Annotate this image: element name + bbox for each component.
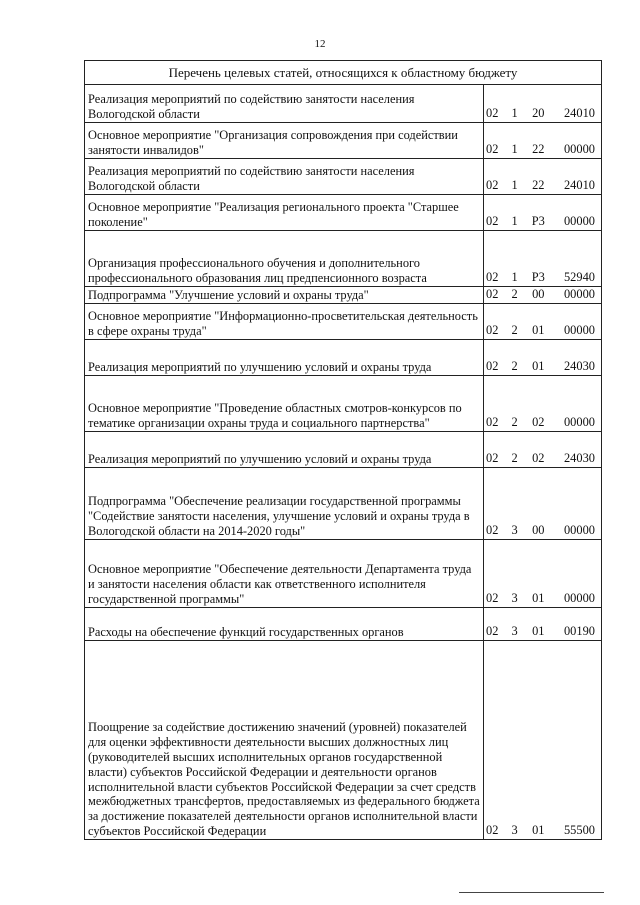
target-article-code (486, 178, 595, 193)
target-articles-table (84, 60, 602, 840)
table-row (85, 432, 602, 468)
table-row (85, 85, 602, 123)
code-part-c1: 02 (486, 523, 499, 538)
code-part-c3: 01 (532, 624, 545, 639)
row-description: Реализация мероприятий по улучшению условий и охраны труда (85, 340, 484, 376)
code-part-c4: 24010 (563, 106, 595, 121)
code-part-c3: 22 (532, 142, 545, 157)
target-article-code (486, 591, 595, 606)
target-article-code (486, 523, 595, 538)
table-row (85, 287, 602, 304)
table-row (85, 231, 602, 287)
row-code-cell (484, 340, 602, 376)
table-row (85, 159, 602, 195)
code-part-c1: 02 (486, 624, 499, 639)
code-part-c3: 01 (532, 591, 545, 606)
row-description: Реализация мероприятий по содействию занятости населения Вологодской области (85, 85, 484, 123)
row-code-cell (484, 123, 602, 159)
code-part-c1: 02 (486, 323, 499, 338)
row-code-cell (484, 231, 602, 287)
table-row (85, 195, 602, 231)
page-number: 12 (314, 38, 326, 50)
code-part-c2: 2 (511, 323, 518, 338)
code-part-c1: 02 (486, 214, 499, 229)
target-article-code (486, 415, 595, 430)
code-part-c4: 24030 (563, 359, 595, 374)
row-description: Основное мероприятие "Реализация регионального проекта "Старшее поколение" (85, 195, 484, 231)
table-body (85, 85, 602, 840)
code-part-c4: 52940 (563, 270, 595, 285)
code-part-c2: 3 (511, 624, 518, 639)
code-part-c3: 22 (532, 178, 545, 193)
code-part-c2: 1 (511, 178, 518, 193)
target-article-code (486, 323, 595, 338)
code-part-c1: 02 (486, 415, 499, 430)
code-part-c3: 01 (532, 359, 545, 374)
row-description: Подпрограмма "Обеспечение реализации государственной программы "Содействие занятости населения, улучшение условий и охраны труда в Вологодской области на 2014-2020 годы" (85, 468, 484, 540)
code-part-c2: 1 (511, 270, 518, 285)
row-code-cell (484, 376, 602, 432)
table-row (85, 376, 602, 432)
code-part-c2: 2 (511, 415, 518, 430)
target-article-code (486, 270, 595, 285)
row-description: Основное мероприятие "Информационно-просветительская деятельность в сфере охраны труда" (85, 304, 484, 340)
row-description: Основное мероприятие "Организация сопровождения при содействии занятости инвалидов" (85, 123, 484, 159)
code-part-c2: 1 (511, 214, 518, 229)
code-part-c4: 00000 (563, 323, 595, 338)
code-part-c3: 00 (532, 287, 545, 302)
code-part-c3: 20 (532, 106, 545, 121)
row-code-cell (484, 159, 602, 195)
target-article-code (486, 214, 595, 229)
row-description: Расходы на обеспечение функций государственных органов (85, 608, 484, 641)
code-part-c1: 02 (486, 591, 499, 606)
row-code-cell (484, 287, 602, 304)
row-description: Организация профессионального обучения и дополнительного профессионального образования лиц предпенсионного возраста (85, 231, 484, 287)
code-part-c4: 00000 (563, 591, 595, 606)
target-article-code (486, 359, 595, 374)
table-row (85, 123, 602, 159)
code-part-c4: 00000 (563, 214, 595, 229)
table-row (85, 608, 602, 641)
code-part-c1: 02 (486, 823, 499, 838)
code-part-c3: Р3 (531, 214, 545, 229)
target-article-code (486, 451, 595, 466)
footer-rule (459, 892, 604, 893)
code-part-c4: 24010 (563, 178, 595, 193)
target-article-code (486, 142, 595, 157)
row-description: Основное мероприятие "Проведение областных смотров-конкурсов по тематике организации охраны труда и социального партнерства" (85, 376, 484, 432)
table-row (85, 304, 602, 340)
row-code-cell (484, 304, 602, 340)
code-part-c3: 02 (532, 415, 545, 430)
code-part-c1: 02 (486, 178, 499, 193)
code-part-c1: 02 (486, 106, 499, 121)
target-article-code (486, 287, 595, 302)
code-part-c2: 2 (511, 287, 518, 302)
code-part-c2: 1 (511, 142, 518, 157)
code-part-c4: 55500 (563, 823, 595, 838)
row-code-cell (484, 85, 602, 123)
row-code-cell (484, 608, 602, 641)
row-description: Основное мероприятие "Обеспечение деятельности Департамента труда и занятости населения области как ответственного исполнителя государственной программы" (85, 540, 484, 608)
code-part-c4: 24030 (563, 451, 595, 466)
target-article-code (486, 106, 595, 121)
table-row (85, 540, 602, 608)
row-description: Подпрограмма "Улучшение условий и охраны труда" (85, 287, 484, 304)
code-part-c2: 3 (511, 523, 518, 538)
code-part-c4: 00000 (563, 287, 595, 302)
code-part-c1: 02 (486, 287, 499, 302)
code-part-c2: 1 (511, 106, 518, 121)
code-part-c3: 02 (532, 451, 545, 466)
target-article-code (486, 823, 595, 838)
code-part-c2: 3 (511, 823, 518, 838)
code-part-c3: Р3 (531, 270, 545, 285)
row-description: Поощрение за содействие достижению значений (уровней) показателей для оценки эффективности деятельности высших должностных лиц (руководителей высших исполнительных органов государственной власти) субъектов Российской Федерации и деятельности органов исполнительной власти субъектов Российской Федерации за счет средств межбюджетных трансфертов, предоставляемых из федерального бюджета за достижение показателей деятельности органов исполнительной власти субъектов Российской Федерации (85, 641, 484, 840)
table-row (85, 468, 602, 540)
row-code-cell (484, 540, 602, 608)
code-part-c3: 01 (532, 823, 545, 838)
table-title-row (85, 61, 602, 85)
code-part-c3: 00 (532, 523, 545, 538)
code-part-c3: 01 (532, 323, 545, 338)
code-part-c2: 3 (511, 591, 518, 606)
table-row (85, 641, 602, 840)
row-code-cell (484, 432, 602, 468)
row-code-cell (484, 195, 602, 231)
code-part-c1: 02 (486, 359, 499, 374)
code-part-c4: 00190 (563, 624, 595, 639)
code-part-c2: 2 (511, 359, 518, 374)
code-part-c4: 00000 (563, 523, 595, 538)
code-part-c1: 02 (486, 270, 499, 285)
row-description: Реализация мероприятий по улучшению условий и охраны труда (85, 432, 484, 468)
code-part-c1: 02 (486, 451, 499, 466)
table-row (85, 340, 602, 376)
code-part-c2: 2 (511, 451, 518, 466)
row-description: Реализация мероприятий по содействию занятости населения Вологодской области (85, 159, 484, 195)
code-part-c4: 00000 (563, 142, 595, 157)
code-part-c1: 02 (486, 142, 499, 157)
target-article-code (486, 624, 595, 639)
row-code-cell (484, 641, 602, 840)
code-part-c4: 00000 (563, 415, 595, 430)
table-title: Перечень целевых статей, относящихся к областному бюджету (85, 61, 602, 85)
row-code-cell (484, 468, 602, 540)
